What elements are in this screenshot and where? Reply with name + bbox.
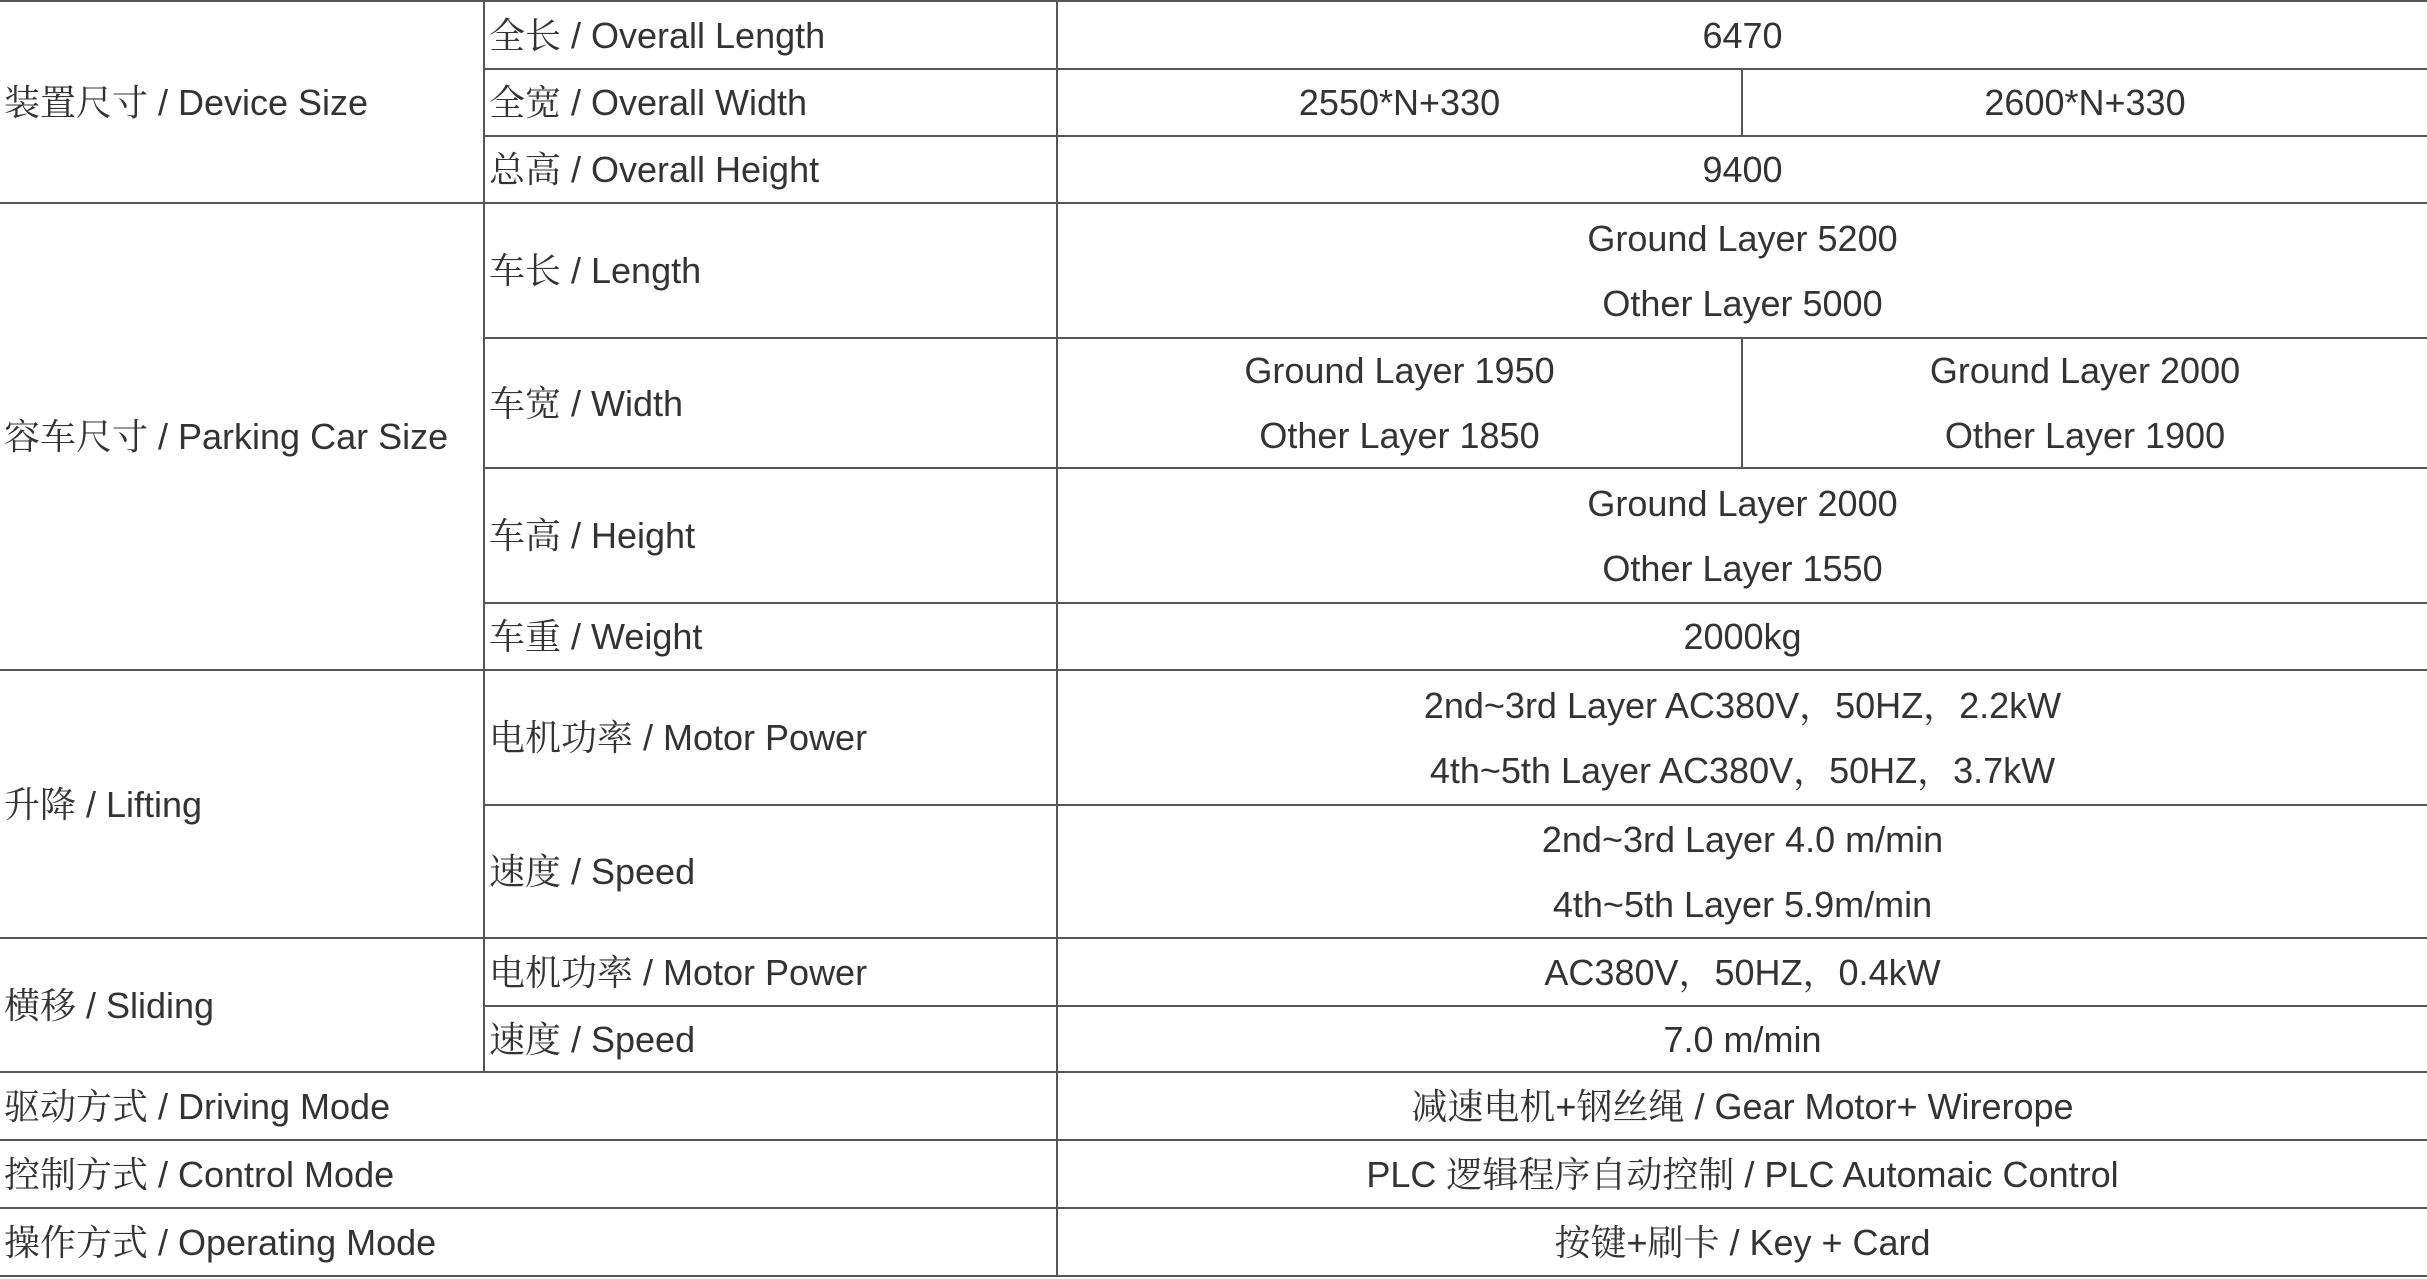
value-car-length [1057,203,2427,338]
value-line: 2nd~3rd Layer AC380V，50HZ，2.2kW [1423,684,2062,726]
value-car-width-b [1742,338,2427,468]
value-line: 2nd~3rd Layer 4.0 m/min [1541,818,1944,860]
value-driving-mode: 减速电机+钢丝绳 / Gear Motor+ Wirerope [1057,1072,2427,1140]
value-lifting-motor-power [1057,670,2427,805]
label-car-width: 车宽 / Width [484,338,1057,468]
value-operating-mode: 按键+刷卡 / Key + Card [1057,1208,2427,1276]
value-line: 4th~5th Layer 5.9m/min [1552,883,1933,925]
row-lifting-motor-power [0,670,2427,805]
value-line: Other Layer 1850 [1259,415,1540,456]
value-car-width-a [1057,338,1742,468]
category-device-size: 装置尺寸 / Device Size [0,1,484,203]
label-sliding-motor-power: 电机功率 / Motor Power [484,938,1057,1006]
category-lifting: 升降 / Lifting [0,670,484,938]
value-line: Other Layer 5000 [1602,282,1883,324]
value-overall-height: 9400 [1057,136,2427,203]
label-car-height: 车高 / Height [484,468,1057,603]
category-sliding: 横移 / Sliding [0,938,484,1072]
row-driving-mode [0,1072,2427,1140]
value-sliding-motor-power: AC380V，50HZ，0.4kW [1057,938,2427,1006]
value-control-mode: PLC 逻辑程序自动控制 / PLC Automaic Control [1057,1140,2427,1208]
category-parking-car-size: 容车尺寸 / Parking Car Size [0,203,484,670]
label-overall-width: 全宽 / Overall Width [484,69,1057,136]
row-car-length [0,203,2427,338]
value-line: Ground Layer 2000 [1929,350,2241,391]
label-overall-length: 全长 / Overall Length [484,1,1057,69]
value-car-height [1057,468,2427,603]
label-car-length: 车长 / Length [484,203,1057,338]
label-sliding-speed: 速度 / Speed [484,1006,1057,1072]
value-line: Ground Layer 1950 [1244,350,1555,391]
value-line: Ground Layer 2000 [1587,482,1898,524]
row-operating-mode [0,1208,2427,1276]
value-line: Other Layer 1550 [1602,547,1883,589]
value-overall-width-a: 2550*N+330 [1057,69,1742,136]
value-sliding-speed: 7.0 m/min [1057,1006,2427,1072]
row-overall-length [0,1,2427,69]
value-overall-length: 6470 [1057,1,2427,69]
label-lifting-speed: 速度 / Speed [484,805,1057,938]
row-control-mode [0,1140,2427,1208]
label-driving-mode: 驱动方式 / Driving Mode [0,1072,1057,1140]
label-overall-height: 总高 / Overall Height [484,136,1057,203]
label-car-weight: 车重 / Weight [484,603,1057,670]
value-line: Ground Layer 5200 [1587,217,1898,259]
value-overall-width-b: 2600*N+330 [1742,69,2427,136]
value-line: Other Layer 1900 [1944,415,2226,456]
label-control-mode: 控制方式 / Control Mode [0,1140,1057,1208]
value-car-weight: 2000kg [1057,603,2427,670]
value-lifting-speed [1057,805,2427,938]
value-line: 4th~5th Layer AC380V，50HZ，3.7kW [1429,749,2056,791]
label-operating-mode: 操作方式 / Operating Mode [0,1208,1057,1276]
row-sliding-motor-power [0,938,2427,1006]
label-lifting-motor-power: 电机功率 / Motor Power [484,670,1057,805]
